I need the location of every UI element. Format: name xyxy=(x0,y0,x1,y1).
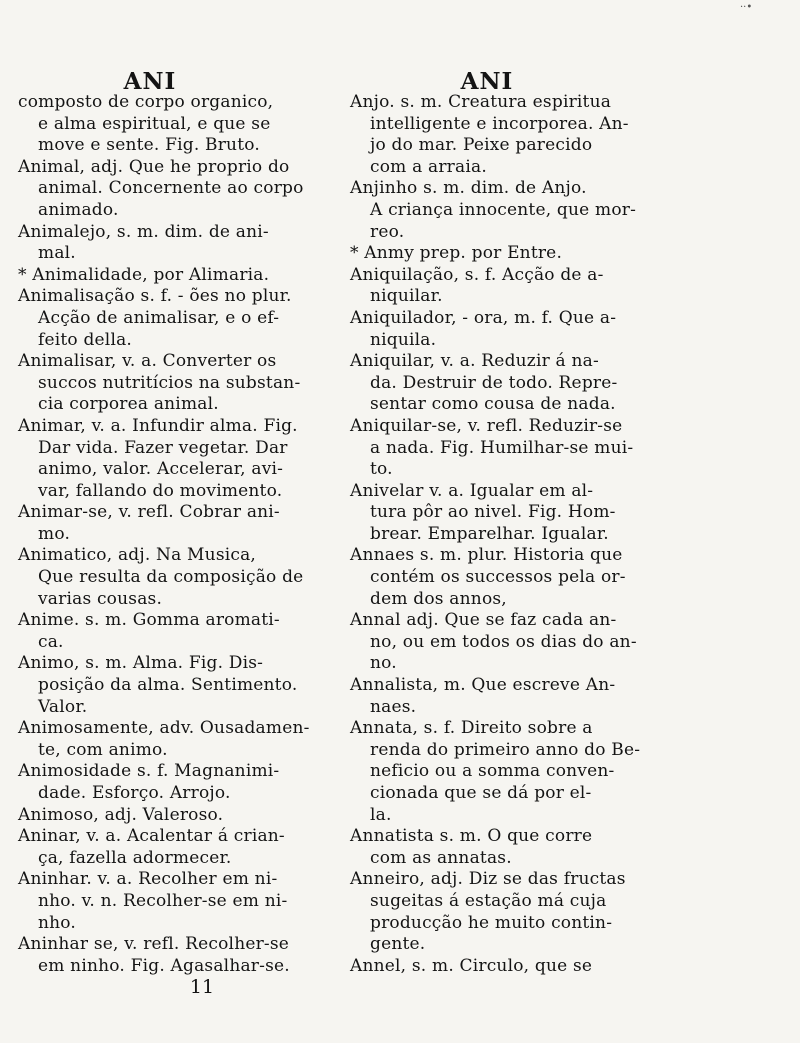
dictionary-entry xyxy=(18,653,333,718)
dictionary-entry xyxy=(18,157,333,222)
dictionary-entry xyxy=(18,265,333,287)
entry-headline: Animalisação s. f. - ões no plur. xyxy=(18,286,292,307)
entry-continuation: Acção de animalisar, e o ef- xyxy=(38,307,280,328)
entry-continuation: mal. xyxy=(38,243,76,264)
entry-continuation: dade. Esforço. Arrojo. xyxy=(38,783,231,803)
entry-headline: Animosidade s. f. Magnanimi- xyxy=(18,761,280,782)
entry-continuation: intelligente e incorporea. An- xyxy=(370,113,629,134)
entry-continuation: com as annatas. xyxy=(370,847,512,868)
dictionary-entry xyxy=(18,416,333,502)
entry-continuation: sentar como cousa de nada. xyxy=(370,394,616,415)
entry-headline: Animoso, adj. Valeroso. xyxy=(18,804,224,825)
entry-headline: Animar, v. a. Infundir alma. Fig. xyxy=(18,415,298,436)
entry-headline: Aninar, v. a. Acalentar á crian- xyxy=(18,826,285,847)
entry-continuation: no, ou em todos os dias do an- xyxy=(370,631,637,652)
entry-headline: * Animalidade, por Alimaria. xyxy=(18,264,270,285)
left-column xyxy=(18,92,333,977)
entry-headline: Aniquilar, v. a. Reduzir á na- xyxy=(350,351,599,372)
entry-headline: Annel, s. m. Circulo, que se xyxy=(350,955,593,976)
entry-continuation: dem dos annos, xyxy=(370,588,507,609)
dictionary-entry xyxy=(18,351,333,416)
dictionary-entry xyxy=(350,481,668,546)
entry-continuation: animal. Concernente ao corpo xyxy=(38,178,304,199)
entry-continuation: renda do primeiro anno do Be- xyxy=(370,739,641,760)
entry-headline: Anime. s. m. Gomma aromati- xyxy=(18,610,280,631)
entry-headline: Animalejo, s. m. dim. de ani- xyxy=(18,221,269,242)
entry-continuation: contém os successos pela or- xyxy=(370,567,626,588)
entry-continuation: la. xyxy=(370,804,392,825)
entry-headline: Animal, adj. Que he proprio do xyxy=(18,156,290,177)
entry-headline: * Anmy prep. por Entre. xyxy=(350,243,563,264)
dictionary-entry xyxy=(350,92,668,178)
entry-continuation: reo. xyxy=(370,221,405,242)
entry-headline: Anivelar v. a. Igualar em al- xyxy=(350,480,594,501)
entry-continuation: te, com animo. xyxy=(38,739,168,760)
dictionary-entry xyxy=(18,222,333,265)
entry-continuation: niquilar. xyxy=(370,286,443,307)
page-number: 11 xyxy=(189,976,215,998)
corner-mark: ··• xyxy=(740,2,753,13)
entry-continuation: A criança innocente, que mor- xyxy=(370,199,637,220)
entry-headline: Anneiro, adj. Diz se das fructas xyxy=(350,869,626,890)
entry-headline: Annalista, m. Que escreve An- xyxy=(350,675,616,696)
entry-headline: Aninhar se, v. refl. Recolher-se xyxy=(18,934,290,955)
dictionary-entry xyxy=(18,934,333,977)
entry-continuation: sugeitas á estação má cuja xyxy=(370,890,607,911)
entry-continuation: feito della. xyxy=(38,329,133,350)
left-running-head: ANI xyxy=(123,68,177,95)
entry-continuation: naes. xyxy=(370,696,417,717)
entry-continuation: nho. xyxy=(38,912,77,933)
dictionary-entry xyxy=(350,545,668,610)
dictionary-entry xyxy=(350,675,668,718)
entry-continuation: e alma espiritual, e que se xyxy=(38,113,271,134)
dictionary-entry xyxy=(350,178,668,243)
entry-headline: Animar-se, v. refl. Cobrar ani- xyxy=(18,502,280,523)
dictionary-entry xyxy=(350,416,668,481)
entry-continuation: neficio ou a somma conven- xyxy=(370,761,615,782)
entry-continuation: cia corporea animal. xyxy=(38,394,219,415)
entry-headline: Annaes s. m. plur. Historia que xyxy=(350,545,623,566)
dictionary-entry xyxy=(350,308,668,351)
dictionary-entry xyxy=(18,805,333,827)
right-column xyxy=(350,92,668,977)
entry-headline: Anjo. s. m. Creatura espiritua xyxy=(350,92,612,112)
dictionary-entry xyxy=(350,869,668,955)
dictionary-entry xyxy=(350,826,668,869)
dictionary-entry xyxy=(18,286,333,351)
entry-headline: Aniquilar-se, v. refl. Reduzir-se xyxy=(350,415,623,436)
entry-continuation: nho. v. n. Recolher-se em ni- xyxy=(38,890,288,911)
entry-headline: Animalisar, v. a. Converter os xyxy=(18,351,277,372)
entry-continuation: to. xyxy=(370,459,393,480)
entry-headline: Annatista s. m. O que corre xyxy=(350,826,593,847)
entry-headline: composto de corpo organico, xyxy=(18,92,274,112)
entry-continuation: Valor. xyxy=(38,696,88,717)
entry-continuation: Dar vida. Fazer vegetar. Dar xyxy=(38,437,288,458)
dictionary-entry xyxy=(18,718,333,761)
entry-headline: Aniquilação, s. f. Acção de a- xyxy=(350,264,604,285)
dictionary-entry xyxy=(350,243,668,265)
dictionary-entry xyxy=(18,502,333,545)
entry-continuation: animado. xyxy=(38,199,119,220)
dictionary-entry xyxy=(18,545,333,610)
entry-continuation: brear. Emparelhar. Igualar. xyxy=(370,523,609,544)
entry-headline: Annata, s. f. Direito sobre a xyxy=(350,718,593,739)
entry-headline: Animatico, adj. Na Musica, xyxy=(18,545,257,566)
entry-continuation: move e sente. Fig. Bruto. xyxy=(38,135,260,156)
entry-continuation: succos nutritícios na substan- xyxy=(38,372,301,393)
entry-continuation: ça, fazella adormecer. xyxy=(38,847,232,868)
entry-continuation: tura pôr ao nivel. Fig. Hom- xyxy=(370,502,616,523)
entry-continuation: da. Destruir de todo. Repre- xyxy=(370,372,618,393)
dictionary-entry xyxy=(18,826,333,869)
right-running-head: ANI xyxy=(460,68,514,95)
dictionary-entry xyxy=(18,92,333,157)
dictionary-entry xyxy=(18,761,333,804)
entry-continuation: mo. xyxy=(38,523,71,544)
entry-continuation: com a arraia. xyxy=(370,156,487,177)
entry-continuation: producção he muito contin- xyxy=(370,912,613,933)
entry-continuation: animo, valor. Accelerar, avi- xyxy=(38,459,284,480)
dictionary-entry xyxy=(350,718,668,826)
entry-continuation: varias cousas. xyxy=(38,588,163,609)
dictionary-entry xyxy=(350,956,668,978)
entry-headline: Animo, s. m. Alma. Fig. Dis- xyxy=(18,653,264,674)
entry-continuation: no. xyxy=(370,653,397,674)
entry-continuation: jo do mar. Peixe parecido xyxy=(370,135,593,156)
entry-continuation: niquila. xyxy=(370,329,437,350)
dictionary-entry xyxy=(18,610,333,653)
entry-continuation: posição da alma. Sentimento. xyxy=(38,675,298,696)
entry-headline: Aniquilador, - ora, m. f. Que a- xyxy=(350,307,617,328)
entry-continuation: a nada. Fig. Humilhar-se mui- xyxy=(370,437,634,458)
entry-continuation: cionada que se dá por el- xyxy=(370,783,592,803)
entry-headline: Annal adj. Que se faz cada an- xyxy=(350,610,617,631)
dictionary-entry xyxy=(18,869,333,934)
entry-headline: Anjinho s. m. dim. de Anjo. xyxy=(350,178,587,199)
entry-continuation: em ninho. Fig. Agasalhar-se. xyxy=(38,955,290,976)
entry-headline: Animosamente, adv. Ousadamen- xyxy=(18,718,310,739)
dictionary-entry xyxy=(350,351,668,416)
entry-continuation: gente. xyxy=(370,934,426,955)
dictionary-entry xyxy=(350,265,668,308)
entry-continuation: ca. xyxy=(38,631,64,652)
entry-continuation: var, fallando do movimento. xyxy=(38,480,283,501)
entry-headline: Aninhar. v. a. Recolher em ni- xyxy=(18,869,278,890)
entry-continuation: Que resulta da composição de xyxy=(38,567,304,588)
dictionary-entry xyxy=(350,610,668,675)
